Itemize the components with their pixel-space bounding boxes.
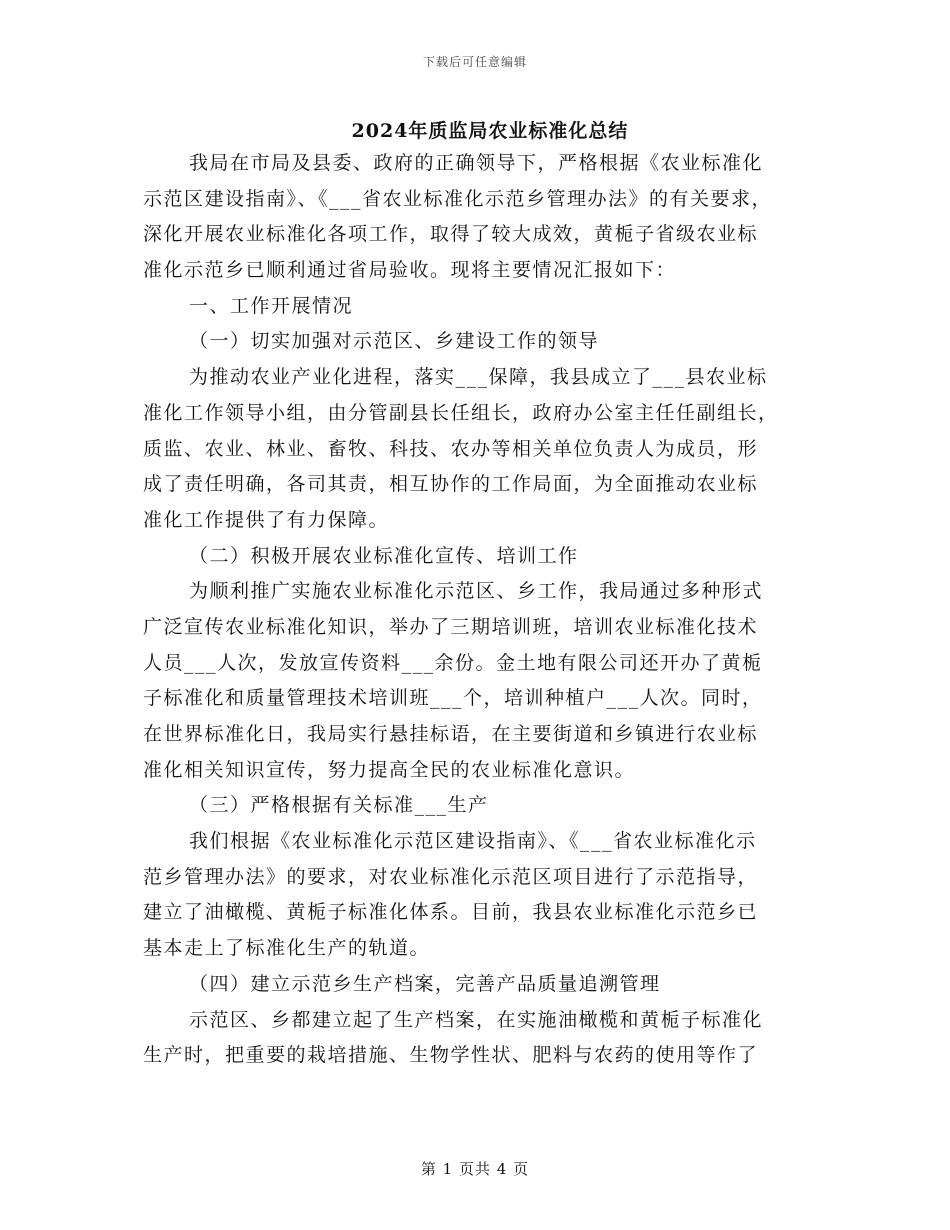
paragraph-line: 为推动农业产业化进程，落实___保障，我县成立了___县农业标: [189, 366, 768, 389]
paragraph-line: 准化工作提供了有力保障。: [143, 508, 390, 531]
subsection-heading: （四）建立示范乡生产档案，完善产品质量追溯管理: [189, 972, 661, 995]
paragraph-line: 准化相关知识宣传，努力提高全民的农业标准化意识。: [143, 758, 636, 781]
paragraph-line: 基本走上了标准化生产的轨道。: [143, 937, 431, 960]
page-footer: 第 1 页共 4 页: [420, 1160, 530, 1178]
paragraph-line: 范乡管理办法》的要求，对农业标准化示范区项目进行了示范指导，: [143, 865, 759, 888]
paragraph-line: 为顺利推广实施农业标准化示范区、乡工作，我局通过多种形式: [189, 580, 764, 603]
paragraph-line: 准化工作领导小组，由分管副县长任组长，政府办公室主任任副组长，: [143, 401, 779, 424]
page-header: 下载后可任意编辑: [422, 55, 527, 69]
paragraph-line: 质监、农业、林业、畜牧、科技、农办等相关单位负责人为成员，形: [143, 437, 759, 460]
subsection-heading: （二）积极开展农业标准化宣传、培训工作: [189, 544, 579, 567]
paragraph-line: 我们根据《农业标准化示范区建设指南》、《___省农业标准化示: [189, 830, 757, 853]
paragraph-line: 人员___人次，发放宣传资料___余份。金土地有限公司还开办了黄栀: [143, 651, 763, 674]
paragraph-line: 准化示范乡已顺利通过省局验收。现将主要情况汇报如下：: [143, 259, 677, 282]
paragraph-line: 子标准化和质量管理技术培训班___个，培训种植户___人次。同时，: [143, 687, 763, 710]
paragraph-line: 成了责任明确，各司其责，相互协作的工作局面，为全面推动农业标: [143, 473, 759, 496]
paragraph-line: 广泛宣传农业标准化知识，举办了三期培训班，培训农业标准化技术: [143, 615, 759, 638]
section-heading: 一、工作开展情况: [189, 294, 354, 317]
document-body: [143, 146, 815, 1074]
paragraph-line: 示范区建设指南》、《___省农业标准化示范乡管理办法》的有关要求，: [143, 187, 773, 210]
paragraph-line: 在世界标准化日，我局实行悬挂标语，在主要街道和乡镇进行农业标: [143, 723, 759, 745]
paragraph-line: 我局在市局及县委、政府的正确领导下，严格根据《农业标准化: [189, 152, 764, 174]
paragraph-line: 建立了油橄榄、黄栀子标准化体系。目前，我县农业标准化示范乡已: [143, 901, 759, 924]
paragraph-line: 生产时，把重要的栽培措施、生物学性状、肥料与农药的使用等作了: [143, 1044, 759, 1067]
document-title: 2024年质监局农业标准化总结: [351, 120, 629, 142]
paragraph-line: 深化开展农业标准化各项工作，取得了较大成效，黄栀子省级农业标: [143, 223, 759, 246]
paragraph-line: 示范区、乡都建立起了生产档案，在实施油橄榄和黄栀子标准化: [189, 1008, 764, 1031]
subsection-heading: （三）严格根据有关标准___生产: [189, 794, 489, 817]
subsection-heading: （一）切实加强对示范区、乡建设工作的领导: [189, 330, 600, 353]
